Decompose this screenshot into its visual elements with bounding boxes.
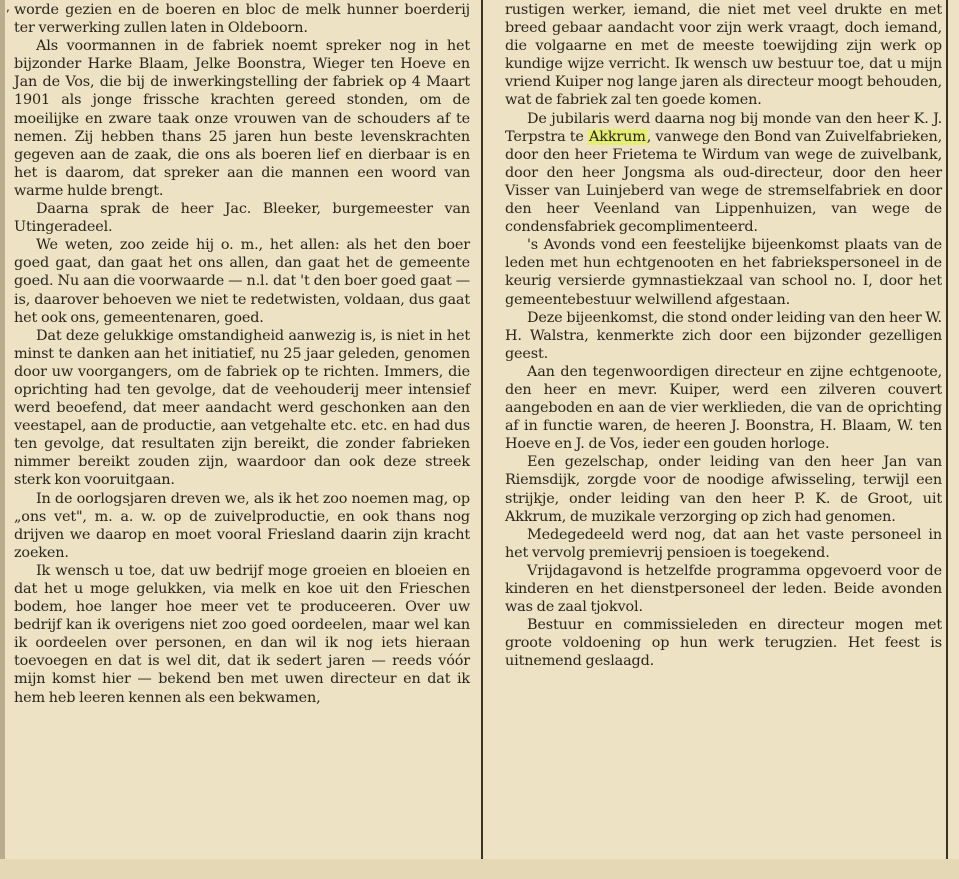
column-divider	[481, 0, 483, 879]
left-column	[14, 0, 470, 707]
opening-quote-mark: ,	[6, 0, 10, 14]
right-paragraph-2	[505, 110, 942, 237]
left-paragraph-2: Als voormannen in de fabriek noemt spreker nog in het bijzonder Harke Blaam, Jelke Boonstra, Wieger ten Hoeve en Jan de Vos, die bij de inwerkingstelling der fabriek op 4 Maart 1901 als jonge frissche krachten gereed stonden, om de moeilijke en zware taak onze vrouwen van de schouders af te nemen. Zij hebben thans 25 jaren hun beste levenskrachten gegeven aan de zaak, die ons als boeren lief en dierbaar is en het is daarom, dat spreker aan die mannen een woord van warme hulde brengt.	[14, 38, 470, 199]
left-paragraph-6: In de oorlogsjaren dreven we, als ik het zoo noemen mag, op „ons vet", m. a. w. op de zuivelproductie, en ook thans nog drijven we daarop en moet vooral Friesland daarin zijn kracht zoeken.	[14, 490, 470, 561]
right-paragraph-4: Deze bijeenkomst, die stond onder leiding van den heer W. H. Walstra, kenmerkte zich door een bijzonder gezelligen geest.	[505, 309, 942, 362]
highlighted-word: Akkrum	[589, 128, 646, 145]
left-paragraph-4: We weten, zoo zeide hij o. m., het allen: als het den boer goed gaat, dan gaat het ons allen, dan gaat het de gemeente goed. Nu aan die voorwaarde — n.l. dat 't den boer goed gaat — is, daarover behoeven we niet te redetwisten, voldaan, dus gaat het ook ons, gemeentenaren, goed.	[14, 237, 470, 326]
right-column	[505, 0, 942, 670]
right-paragraph-2-start: De jubilaris werd daarna nog bij monde van den heer K. J. Terpstra te	[505, 110, 942, 145]
left-paragraph-3: Daarna sprak de heer Jac. Bleeker, burgemeester van Utingeradeel.	[14, 201, 470, 236]
right-paragraph-8: Vrijdagavond is hetzelfde programma opgevoerd voor de kinderen en het dienstpersoneel der leden. Beide avonden was de zaal tjokvol.	[505, 562, 942, 616]
scan-edge	[0, 0, 5, 879]
right-paragraph-9: Bestuur en commissieleden en directeur mogen met groote voldoening op hun werk terugzien. Het feest is uitnemend geslaagd.	[505, 617, 942, 670]
scan-bottom-edge	[0, 859, 959, 879]
right-paragraph-2-end: , vanwege den Bond van Zuivelfabrieken, door den heer Frietema te Wirdum van wege de zuivelbank, door den heer Jongsma als oud-directeur, door den heer Visser van Luinjeberd van wege de stremselfabriek en door den heer Veenland van Lippenhuizen, van wege de condensfabriek gecomplimenteerd.	[505, 128, 942, 236]
right-paragraph-7: Medegedeeld werd nog, dat aan het vaste personeel in het vervolg premievrij pensioen is toegekend.	[505, 526, 942, 561]
left-paragraph-7: Ik wensch u toe, dat uw bedrijf moge groeien en bloeien en dat het u moge gelukken, via melk en koe uit den Frieschen bodem, hoe langer hoe meer vet te produceeren. Over uw bedrijf kan ik overigens niet zoo goed oordeelen, maar wel kan ik oordeelen over personen, en dan wil ik nog iets hieraan toevoegen en dat is wel dit, dat ik sedert jaren — reeds vóór mijn komst hier — bekend ben met uwen directeur en dat ik hem heb leeren kennen als een bekwamen,	[14, 562, 470, 706]
right-paragraph-6: Een gezelschap, onder leiding van den heer Jan van Riemsdijk, zorgde voor de noodige afwisseling, terwijl een strijkje, onder leiding van den heer P. K. de Groot, uit Akkrum, de muzikale verzorging op zich had genomen.	[505, 454, 942, 525]
right-border-rule	[946, 0, 948, 879]
right-paragraph-5: Aan den tegenwoordigen directeur en zijne echtgenoote, den heer en mevr. Kuiper, werd een zilveren couvert aangeboden en aan de vier werklieden, die van de oprichting af in functie waren, de heeren J. Boonstra, H. Blaam, W. ten Hoeve en J. de Vos, ieder een gouden horloge.	[505, 363, 942, 453]
left-paragraph-1: worde gezien en de boeren en bloc de melk hunner boerderij ter verwerking zullen laten in Oldeboorn.	[14, 2, 470, 37]
right-paragraph-3: 's Avonds vond een feestelijke bijeenkomst plaats van de leden met hun echtgenooten en het fabriekspersoneel in de keurig versierde gymnastiekzaal van school no. I, door het gemeentebestuur welwillend afgestaan.	[505, 237, 942, 308]
left-paragraph-5: Dat deze gelukkige omstandigheid aanwezig is, is niet in het minst te danken aan het initiatief, nu 25 jaar geleden, genomen door uw voorgangers, om de fabriek op te richten. Immers, die oprichting had ten gevolge, dat de veehouderij meer intensief werd beoefend, dat meer aandacht werd geschonken aan den veestapel, aan de productie, aan vetgehalte etc. etc. en had dus ten gevolge, dat resultaten zijn bereikt, die zonder fabrieken nimmer bereikt zouden zijn, waardoor dan ook deze streek sterk kon vooruitgaan.	[14, 327, 470, 489]
right-paragraph-1: rustigen werker, iemand, die niet met veel drukte en met breed gebaar aandacht voor zijn werk vraagt, doch iemand, die volgaarne en met de meeste toewijding zijn werk op kundige wijze verricht. Ik wensch uw bestuur toe, dat u mijn vriend Kuiper nog lange jaren als directeur moogt behouden, wat de fabriek zal ten goede komen.	[505, 2, 942, 109]
